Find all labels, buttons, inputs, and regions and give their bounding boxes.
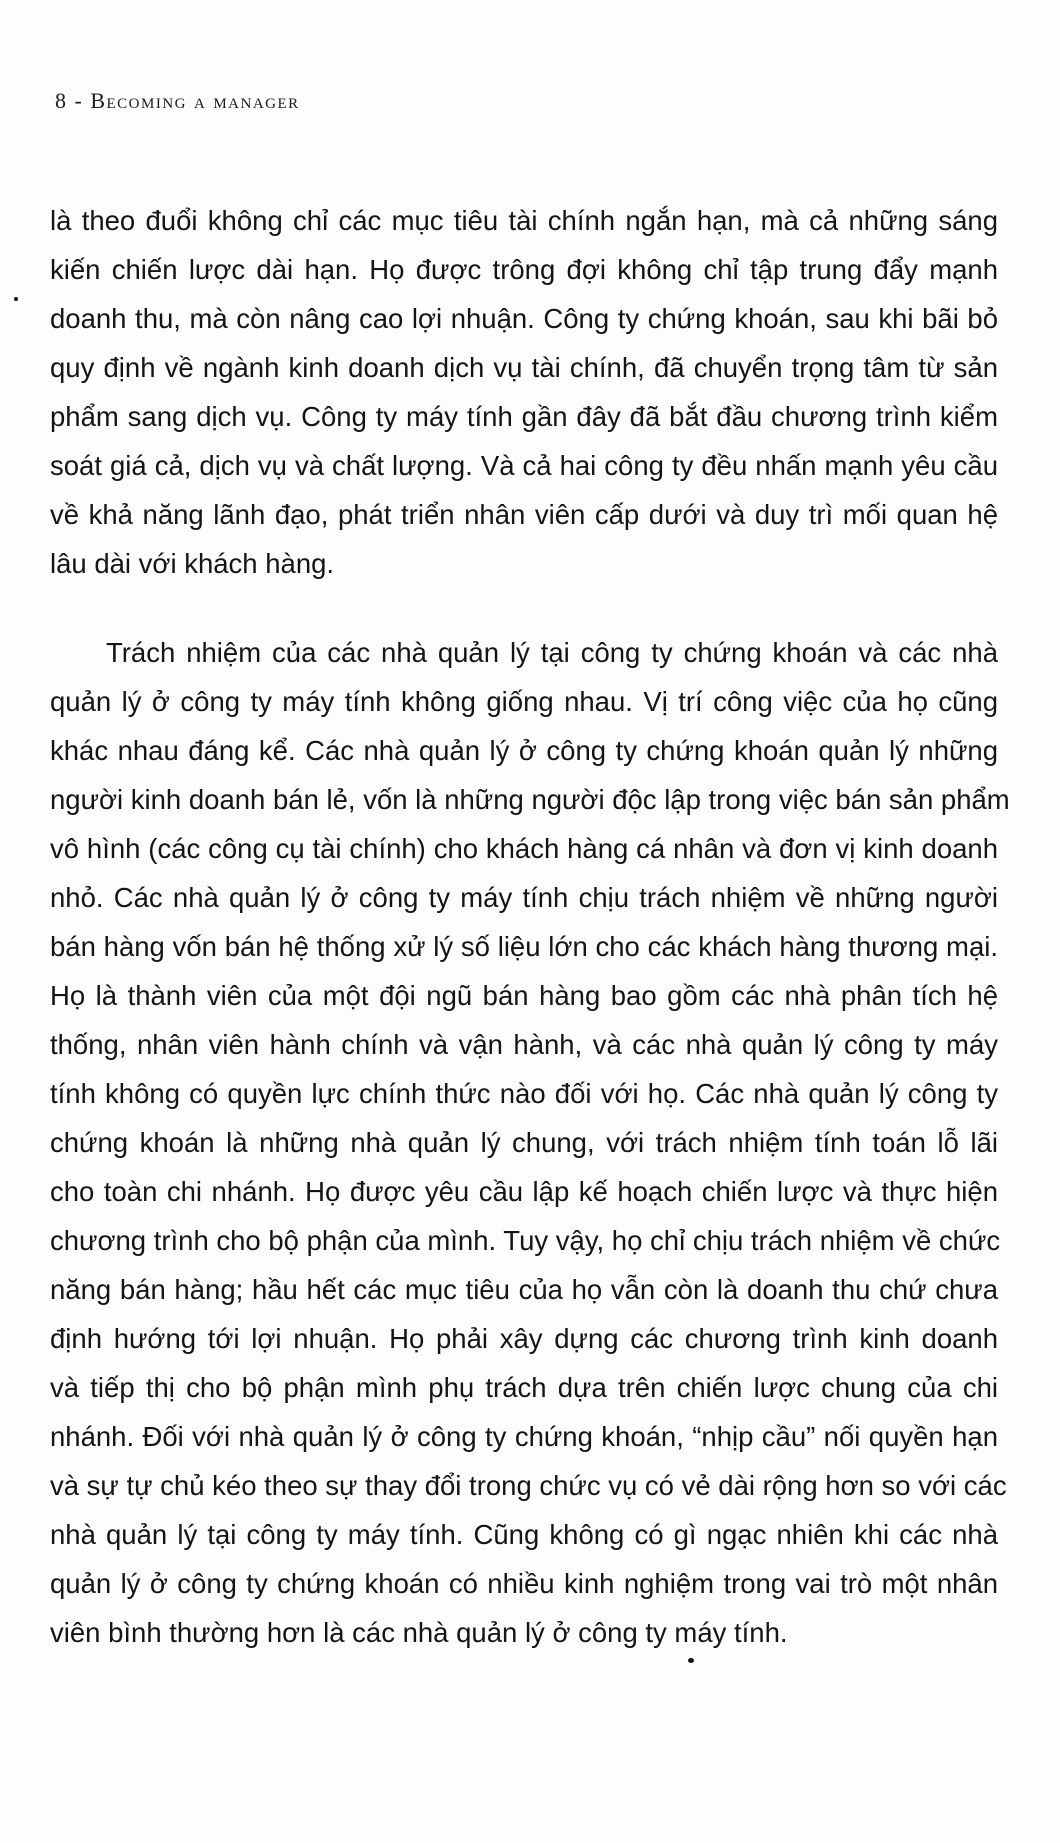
text-line: nhỏ. Các nhà quản lý ở công ty máy tính chịu trách nhiệm về những người — [50, 882, 998, 913]
text-line: Họ là thành viên của một đội ngũ bán hàng bao gồm các nhà phân tích hệ — [50, 980, 998, 1011]
text-line: khác nhau đáng kể. Các nhà quản lý ở công ty chứng khoán quản lý những — [50, 735, 998, 766]
text-line: tính không có quyền lực chính thức nào đối với họ. Các nhà quản lý công ty — [50, 1078, 998, 1109]
text-line: định hướng tới lợi nhuận. Họ phải xây dựng các chương trình kinh doanh — [50, 1323, 998, 1354]
text-line: và sự tự chủ kéo theo sự thay đổi trong chức vụ có vẻ dài rộng hơn so với các — [50, 1470, 1007, 1501]
text-line: về khả năng lãnh đạo, phát triển nhân viên cấp dưới và duy trì mối quan hệ — [50, 499, 998, 530]
text-line: vô hình (các công cụ tài chính) cho khách hàng cá nhân và đơn vị kinh doanh — [50, 833, 998, 864]
text-line: quy định về ngành kinh doanh dịch vụ tài chính, đã chuyển trọng tâm từ sản — [50, 352, 998, 383]
text-line: nhánh. Đối với nhà quản lý ở công ty chứng khoán, “nhịp cầu” nối quyền hạn — [50, 1421, 998, 1452]
text-line: là theo đuổi không chỉ các mục tiêu tài chính ngắn hạn, mà cả những sáng — [50, 205, 998, 236]
text-line: nhà quản lý tại công ty máy tính. Cũng không có gì ngạc nhiên khi các nhà — [50, 1519, 998, 1550]
text-line: phẩm sang dịch vụ. Công ty máy tính gần đây đã bắt đầu chương trình kiểm — [50, 401, 998, 432]
text-line: Trách nhiệm của các nhà quản lý tại công ty chứng khoán và các nhà — [106, 637, 998, 668]
text-line: doanh thu, mà còn nâng cao lợi nhuận. Công ty chứng khoán, sau khi bãi bỏ — [50, 303, 998, 334]
text-line: cho toàn chi nhánh. Họ được yêu cầu lập kế hoạch chiến lược và thực hiện — [50, 1176, 998, 1207]
paragraph-1 — [50, 196, 998, 588]
text-line: và tiếp thị cho bộ phận mình phụ trách dựa trên chiến lược chung của chi — [50, 1372, 998, 1403]
text-line: chứng khoán là những nhà quản lý chung, với trách nhiệm tính toán lỗ lãi — [50, 1127, 998, 1158]
text-line: kiến chiến lược dài hạn. Họ được trông đợi không chỉ tập trung đẩy mạnh — [50, 254, 998, 285]
text-line: lâu dài với khách hàng. — [50, 548, 335, 579]
text-line: soát giá cả, dịch vụ và chất lượng. Và cả hai công ty đều nhấn mạnh yêu cầu — [50, 450, 998, 481]
text-line: người kinh doanh bán lẻ, vốn là những người độc lập trong việc bán sản phẩm — [50, 784, 1010, 815]
running-header: 8 - Becoming a manager — [55, 88, 300, 113]
scan-speck — [688, 1658, 694, 1663]
text-line: năng bán hàng; hầu hết các mục tiêu của họ vẫn còn là doanh thu chứ chưa — [50, 1274, 998, 1305]
text-line: quản lý ở công ty chứng khoán có nhiều kinh nghiệm trong vai trò một nhân — [50, 1568, 998, 1599]
text-line: chương trình cho bộ phận của mình. Tuy vậy, họ chỉ chịu trách nhiệm về chức — [50, 1225, 1001, 1256]
text-line: quản lý ở công ty máy tính không giống nhau. Vị trí công việc của họ cũng — [50, 686, 998, 717]
scan-speck — [14, 297, 18, 301]
paragraph-2 — [50, 628, 1010, 1657]
text-line: bán hàng vốn bán hệ thống xử lý số liệu lớn cho các khách hàng thương mại. — [50, 931, 998, 962]
text-line: thống, nhân viên hành chính và vận hành, và các nhà quản lý công ty máy — [50, 1029, 998, 1060]
text-line: viên bình thường hơn là các nhà quản lý ở công ty máy tính. — [50, 1617, 788, 1648]
